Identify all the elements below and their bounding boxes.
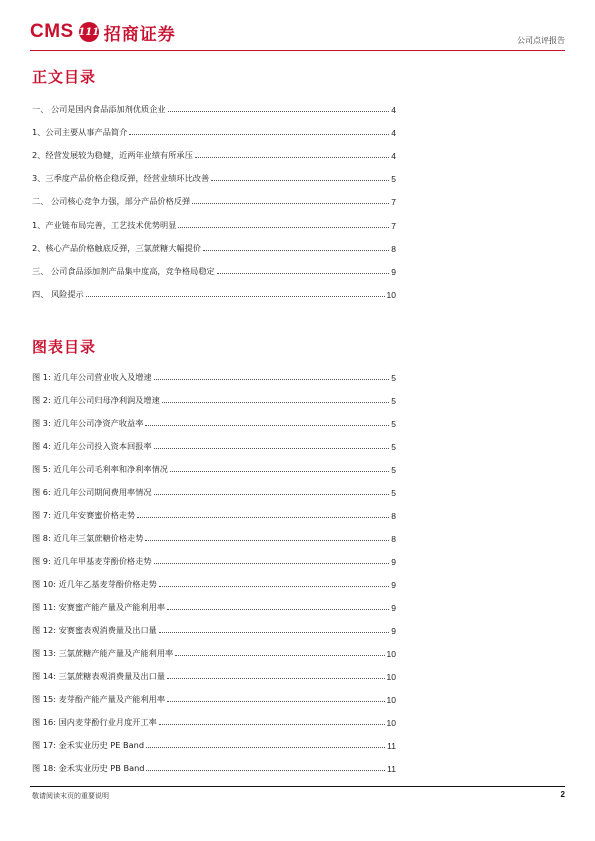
- toc-entry-page: 8: [391, 511, 396, 521]
- logo-company-name: 招商证券: [103, 24, 176, 45]
- toc-entry-page: 5: [391, 174, 396, 185]
- dot-leader: [175, 654, 384, 656]
- dot-leader: [170, 470, 389, 472]
- dot-leader: [178, 226, 389, 228]
- toc-entry-label: 图 12: 安赛蜜表观消费量及出口量: [32, 625, 157, 635]
- cms-logo: [30, 20, 176, 44]
- toc-entry-label: 图 11: 安赛蜜产能产量及产能利用率: [32, 602, 166, 612]
- dot-leader: [154, 447, 390, 449]
- toc-entry[interactable]: [32, 659, 396, 682]
- dot-leader: [162, 401, 389, 403]
- contents-list: [32, 92, 396, 300]
- dot-leader: [146, 746, 385, 748]
- toc-entry-page: 10: [386, 718, 396, 728]
- toc-entry[interactable]: [32, 406, 396, 429]
- contents-title: 正文目录: [32, 68, 97, 86]
- toc-entry-label: 图 7: 近几年安赛蜜价格走势: [32, 510, 136, 520]
- toc-entry-page: 8: [391, 243, 396, 254]
- dot-leader: [129, 133, 389, 135]
- toc-entry-label: 1、公司主要从事产品简介: [32, 127, 128, 138]
- dot-leader: [167, 677, 385, 679]
- toc-entry[interactable]: [32, 115, 396, 138]
- toc-entry-label: 一、 公司是国内食品添加剂优质企业: [32, 104, 166, 115]
- toc-entry-page: 7: [391, 197, 396, 208]
- toc-entry-label: 2、核心产品价格触底反弹，三氯蔗糖大幅提价: [32, 242, 201, 253]
- toc-entry[interactable]: [32, 254, 396, 277]
- toc-entry-page: 10: [386, 289, 396, 300]
- toc-entry-page: 7: [391, 220, 396, 231]
- toc-entry-label: 图 13: 三氯蔗糖产能产量及产能利用率: [32, 648, 174, 658]
- toc-entry-label: 图 18: 金禾实业历史 PB Band: [32, 763, 145, 773]
- toc-entry-page: 5: [391, 442, 396, 452]
- footer-disclaimer: 敬请阅读末页的重要说明: [32, 792, 109, 800]
- toc-entry[interactable]: [32, 452, 396, 475]
- toc-entry[interactable]: [32, 92, 396, 115]
- dot-leader: [154, 493, 390, 495]
- toc-entry-page: 4: [391, 151, 396, 162]
- toc-entry-page: 9: [391, 603, 396, 613]
- toc-entry-page: 5: [391, 465, 396, 475]
- footer-divider: [30, 786, 565, 787]
- toc-entry-page: 11: [387, 741, 396, 751]
- toc-entry-page: 5: [391, 419, 396, 429]
- toc-entry-label: 图 3: 近几年公司净资产收益率: [32, 418, 144, 428]
- toc-entry-page: 5: [391, 396, 396, 406]
- toc-entry-label: 1、产业链布局完善，工艺技术优势明显: [32, 219, 177, 230]
- toc-entry-label: 3、三季度产品价格企稳反弹，经营业绩环比改善: [32, 173, 210, 184]
- page-header: [30, 16, 565, 48]
- toc-entry-page: 8: [391, 534, 396, 544]
- toc-entry[interactable]: [32, 207, 396, 230]
- toc-entry-page: 9: [391, 557, 396, 567]
- dot-leader: [168, 110, 390, 112]
- toc-entry-page: 5: [391, 373, 396, 383]
- page-number: 2: [560, 790, 565, 799]
- dot-leader: [137, 516, 389, 518]
- dot-leader: [195, 156, 389, 158]
- figures-list: [32, 360, 396, 774]
- toc-entry-page: 4: [391, 105, 396, 116]
- toc-entry[interactable]: [32, 498, 396, 521]
- dot-leader: [154, 562, 390, 564]
- toc-entry-label: 图 17: 金禾实业历史 PE Band: [32, 740, 145, 750]
- dot-leader: [211, 179, 389, 181]
- toc-entry-page: 10: [386, 649, 396, 659]
- dot-leader: [86, 295, 385, 297]
- toc-entry-page: 4: [391, 128, 396, 139]
- toc-entry[interactable]: [32, 383, 396, 406]
- toc-entry-label: 图 9: 近几年甲基麦芽酚价格走势: [32, 556, 152, 566]
- dot-leader: [159, 723, 385, 725]
- toc-entry-label: 图 16: 国内麦芽酚行业月度开工率: [32, 717, 157, 727]
- toc-entry[interactable]: [32, 590, 396, 613]
- toc-entry[interactable]: [32, 636, 396, 659]
- toc-entry-page: 9: [391, 626, 396, 636]
- dot-leader: [145, 539, 389, 541]
- logo-badge-icon: [79, 22, 99, 42]
- toc-entry-label: 图 6: 近几年公司期间费用率情况: [32, 487, 152, 497]
- toc-entry[interactable]: [32, 751, 396, 774]
- toc-entry[interactable]: [32, 360, 396, 383]
- dot-leader: [217, 272, 390, 274]
- toc-entry[interactable]: [32, 184, 396, 207]
- logo-cms-text: CMS: [30, 21, 74, 42]
- dot-leader: [167, 608, 389, 610]
- toc-entry[interactable]: [32, 161, 396, 184]
- toc-entry[interactable]: [32, 475, 396, 498]
- toc-entry-label: 图 14: 三氯蔗糖表观消费量及出口量: [32, 671, 166, 681]
- toc-entry[interactable]: [32, 521, 396, 544]
- toc-entry-page: 10: [386, 672, 396, 682]
- toc-entry[interactable]: [32, 682, 396, 705]
- toc-entry[interactable]: [32, 728, 396, 751]
- toc-entry-label: 三、 公司食品添加剂产品集中度高，竞争格局稳定: [32, 265, 215, 276]
- toc-entry[interactable]: [32, 138, 396, 161]
- toc-entry-page: 10: [386, 695, 396, 705]
- header-divider: [30, 50, 565, 51]
- dot-leader: [159, 585, 389, 587]
- dot-leader: [203, 249, 389, 251]
- logo-badge-text: 111: [78, 26, 100, 38]
- toc-entry-label: 图 15: 麦芽酚产能产量及产能利用率: [32, 694, 166, 704]
- dot-leader: [146, 769, 385, 771]
- toc-entry-label: 二、 公司核心竞争力强，部分产品价格反弹: [32, 196, 191, 207]
- toc-entry-label: 图 1: 近几年公司营业收入及增速: [32, 372, 152, 382]
- toc-entry-page: 5: [391, 488, 396, 498]
- toc-entry[interactable]: [32, 705, 396, 728]
- toc-entry-label: 图 4: 近几年公司投入资本回报率: [32, 441, 152, 451]
- toc-entry-label: 图 5: 近几年公司毛利率和净利率情况: [32, 464, 168, 474]
- toc-entry-label: 图 2: 近几年公司归母净利润及增速: [32, 395, 160, 405]
- toc-entry-label: 2、经营发展较为稳健，近两年业绩有所承压: [32, 150, 193, 161]
- toc-entry[interactable]: [32, 567, 396, 590]
- toc-entry-label: 图 10: 近几年乙基麦芽酚价格走势: [32, 579, 157, 589]
- dot-leader: [145, 424, 389, 426]
- dot-leader: [159, 631, 389, 633]
- report-type-label: 公司点评报告: [517, 36, 565, 45]
- toc-entry[interactable]: [32, 277, 396, 300]
- toc-entry-page: 11: [387, 764, 396, 774]
- toc-entry-page: 9: [391, 580, 396, 590]
- toc-entry[interactable]: [32, 613, 396, 636]
- toc-entry[interactable]: [32, 544, 396, 567]
- toc-entry[interactable]: [32, 429, 396, 452]
- toc-entry-page: 9: [391, 266, 396, 277]
- dot-leader: [192, 202, 389, 204]
- toc-entry-label: 图 8: 近几年三氯蔗糖价格走势: [32, 533, 144, 543]
- dot-leader: [167, 700, 385, 702]
- toc-entry-label: 四、 风险提示: [32, 288, 84, 299]
- toc-entry[interactable]: [32, 231, 396, 254]
- dot-leader: [154, 378, 390, 380]
- figures-title: 图表目录: [32, 338, 97, 356]
